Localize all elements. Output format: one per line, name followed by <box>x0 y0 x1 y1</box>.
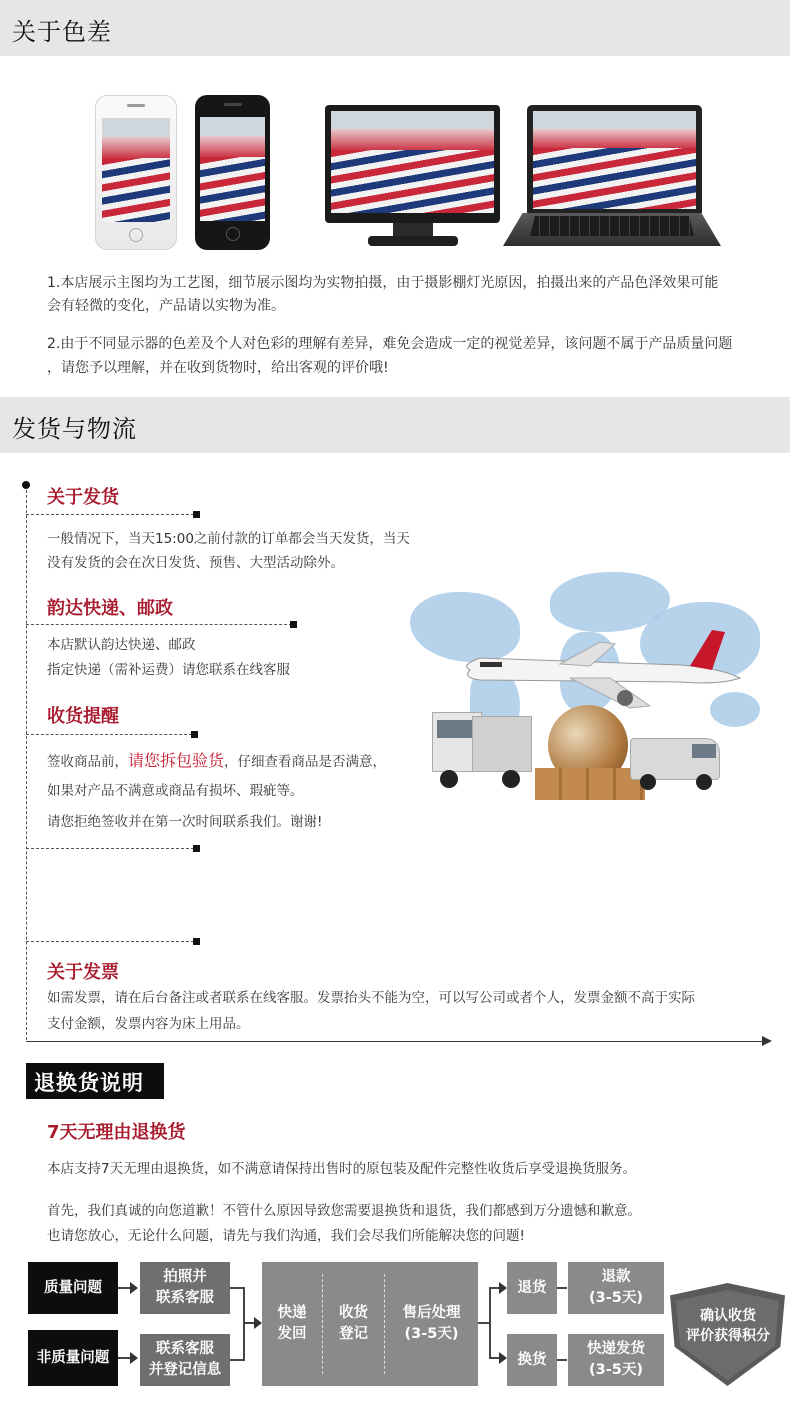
color-note-2-line-1: 2.由于不同显示器的色差及个人对色彩的理解有差异，难免会造成一定的视觉差异，该问题不属于产品质量问题 <box>47 336 733 352</box>
timeline-start-dot <box>22 481 30 489</box>
contact-register-box: 联系客服 并登记信息 <box>140 1334 230 1386</box>
returns-subheading: 7天无理由退换货 <box>47 1122 186 1143</box>
returns-section-title: 退换货说明 <box>34 1071 144 1095</box>
exchange-goods-box: 换货 <box>507 1334 557 1386</box>
color-section-title: 关于色差 <box>12 18 112 46</box>
about-shipping-line-1: 一般情况下，当天15:00之前付款的订单都会当天发货，当天 <box>47 531 410 547</box>
flow-arrow-icon <box>499 1282 507 1294</box>
after-sales-step: 售后处理 (3-5天) <box>402 1305 461 1342</box>
returns-line-3: 也请您放心，无论什么问题，请先与我们沟通，我们会尽我们所能解决您的问题! <box>47 1228 525 1244</box>
non-quality-issue-box: 非质量问题 <box>28 1330 118 1386</box>
couriers-line-2: 指定快递（需补运费）请您联系在线客服 <box>47 662 290 678</box>
timeline-arrow-icon <box>762 1036 772 1046</box>
color-note-1-line-1: 1.本店展示主图均为工艺图，细节展示图均为实物拍摄，由于摄影棚灯光原因，拍摄出来的产品色泽效果可能 <box>47 275 719 291</box>
timeline-divider <box>26 514 194 515</box>
van-image <box>630 738 735 790</box>
truck-image <box>432 712 532 790</box>
white-phone-image <box>95 95 177 250</box>
flow-connector <box>230 1359 244 1361</box>
timeline-line <box>26 485 27 1040</box>
monitor-image <box>325 105 500 223</box>
flow-connector <box>243 1287 245 1361</box>
receipt-line-1-post: ，仔细查看商品是否满意， <box>224 754 387 770</box>
couriers-heading: 韵达快递、邮政 <box>47 598 173 619</box>
timeline-marker <box>290 621 297 628</box>
about-shipping-line-2: 没有发货的会在次日发货、预售、大型活动除外。 <box>47 555 344 571</box>
flow-arrow-icon <box>130 1282 138 1294</box>
color-note-1-line-2: 会有轻微的变化，产品请以实物为准。 <box>47 298 285 314</box>
timeline-divider <box>26 941 194 942</box>
timeline-marker <box>193 845 200 852</box>
flow-connector <box>230 1287 244 1289</box>
flow-arrow-icon <box>254 1317 262 1329</box>
boxes-image <box>535 768 645 800</box>
returns-line-2: 首先，我们真诚的向您道歉！不管什么原因导致您需要退换货和退货，我们都感到万分遗憾和歉意。 <box>47 1203 641 1219</box>
invoice-line-1: 如需发票，请在后台备注或者联系在线客服。发票抬头不能为空，可以写公司或者个人，发票金额不高于实际 <box>47 990 695 1006</box>
timeline-marker <box>191 731 198 738</box>
receipt-line-1-pre: 签收商品前， <box>47 754 128 770</box>
color-note-2-line-2: ，请您予以理解，并在收到货物时，给出客观的评价哦! <box>47 360 389 376</box>
receipt-line-2: 如果对产品不满意或商品有损坏、瑕疵等。 <box>47 783 304 799</box>
flow-arrow-icon <box>130 1352 138 1364</box>
timeline-marker <box>193 938 200 945</box>
laptop-image <box>527 105 702 213</box>
invoice-line-2: 支付金额，发票内容为床上用品。 <box>47 1016 250 1032</box>
receipt-line-1 <box>47 749 386 774</box>
quality-issue-box: 质量问题 <box>28 1262 118 1314</box>
receipt-heading: 收货提醒 <box>47 706 119 727</box>
flow-connector <box>489 1287 491 1359</box>
timeline-marker <box>193 511 200 518</box>
timeline-axis <box>26 1041 766 1042</box>
timeline-divider <box>26 734 192 735</box>
flow-arrow-icon <box>499 1352 507 1364</box>
receipt-line-3: 请您拒绝签收并在第一次时间联系我们。谢谢! <box>47 814 323 830</box>
airplane-image <box>450 630 750 710</box>
timeline-divider <box>26 624 292 625</box>
laptop-keyboard <box>530 216 694 236</box>
photo-contact-box: 拍照并 联系客服 <box>140 1262 230 1314</box>
about-shipping-heading: 关于发货 <box>47 487 119 508</box>
color-section-header <box>0 0 790 56</box>
flow-connector <box>557 1359 567 1361</box>
monitor-base <box>368 236 458 246</box>
monitor-stand <box>393 223 433 237</box>
express-ship-box: 快递发货 (3-5天) <box>568 1334 664 1386</box>
invoice-heading: 关于发票 <box>47 962 119 983</box>
receipt-highlight: 请您拆包验货 <box>128 751 225 770</box>
flow-connector <box>557 1287 567 1289</box>
refund-box: 退款 (3-5天) <box>568 1262 664 1314</box>
confirm-receipt-label: 确认收货 评价获得积分 <box>686 1308 770 1344</box>
timeline-divider <box>26 848 194 849</box>
returns-line-1: 本店支持7天无理由退换货，如不满意请保持出售时的原包装及配件完整性收货后享受退换货服务。 <box>47 1161 637 1177</box>
shipping-section-header <box>0 397 790 453</box>
courier-return-step: 快递 发回 <box>277 1305 307 1342</box>
couriers-line-1: 本店默认韵达快递、邮政 <box>47 637 196 653</box>
refund-goods-box: 退货 <box>507 1262 557 1314</box>
receive-register-step: 收货 登记 <box>339 1305 368 1342</box>
black-phone-image <box>195 95 270 250</box>
shipping-section-title: 发货与物流 <box>12 415 137 443</box>
returns-section-header <box>26 1063 164 1099</box>
